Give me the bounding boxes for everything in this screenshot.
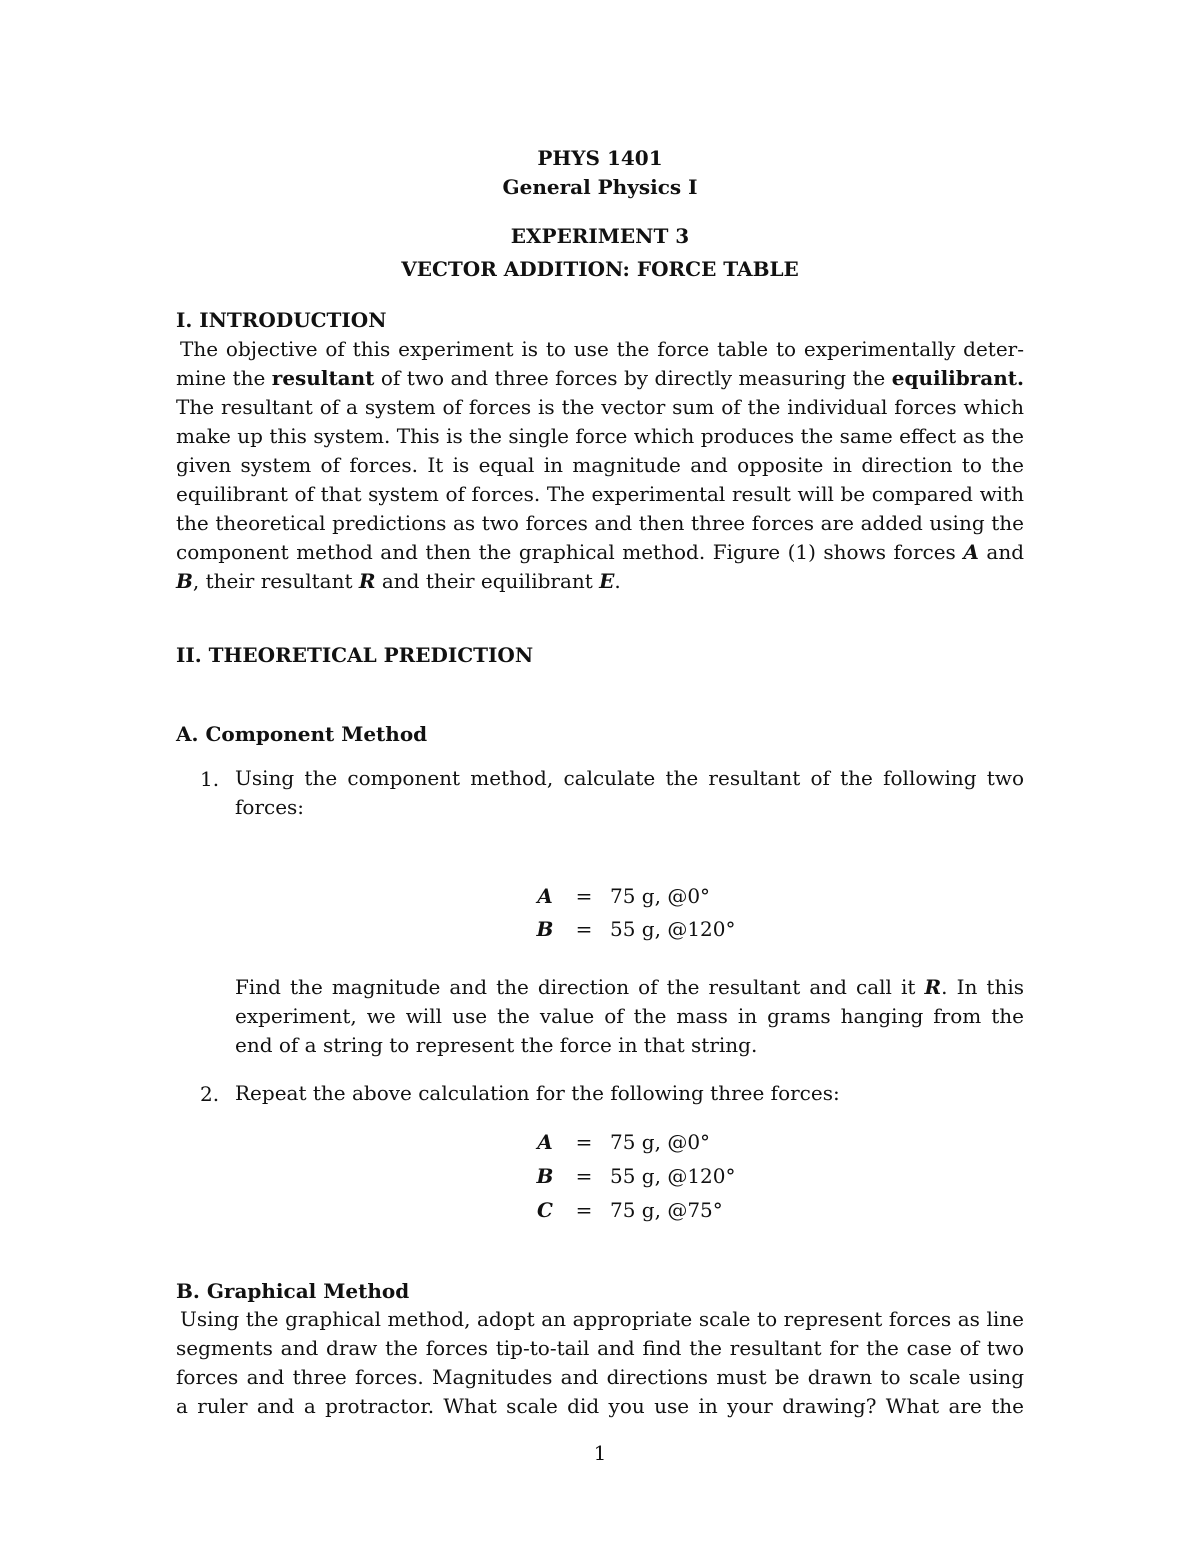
- force-value: 75 g, @0°: [610, 1130, 711, 1154]
- force-symbol: A: [537, 884, 553, 908]
- experiment-number: EXPERIMENT 3: [510, 224, 690, 248]
- list-line: Using the component method, calculate the resultant of the following two: [235, 766, 1024, 790]
- list-item-2: [235, 1079, 1024, 1108]
- term-resultant: resultant: [271, 366, 375, 390]
- theoretical-heading: II. THEORETICAL PREDICTION: [176, 643, 534, 667]
- introduction-heading: I. INTRODUCTION: [176, 308, 387, 332]
- force-symbol: A: [537, 1130, 553, 1154]
- equals-sign: =: [575, 884, 593, 908]
- intro-line: equilibrant of that system of forces. The experimental result will be compared with: [176, 482, 1024, 506]
- page-number: 1: [593, 1441, 607, 1465]
- list-item-1: [235, 764, 1024, 822]
- force-symbol: C: [537, 1198, 553, 1222]
- list-item-1-explanation: [235, 973, 1024, 1060]
- component-method-heading: A. Component Method: [176, 722, 428, 746]
- equals-sign: =: [575, 1198, 593, 1222]
- intro-line: B, their resultant R and their equilibrant E.: [176, 569, 621, 593]
- list-number: 1.: [200, 767, 220, 791]
- list-line: end of a string to represent the force in that string.: [235, 1033, 758, 1057]
- intro-line: component method and then the graphical method. Figure (1) shows forces A and: [176, 540, 1025, 564]
- graphical-line: a ruler and a protractor. What scale did you use in your drawing? What are the: [176, 1394, 1024, 1418]
- intro-line: The objective of this experiment is to use the force table to experimentally deter-: [180, 337, 1024, 361]
- force-value: 75 g, @75°: [610, 1198, 723, 1222]
- graphical-paragraph: [176, 1305, 1024, 1421]
- list-line: Find the magnitude and the direction of the resultant and call it R. In this: [235, 975, 1025, 999]
- course-name: General Physics I: [502, 175, 698, 199]
- course-code: PHYS 1401: [537, 146, 663, 170]
- intro-line: mine the resultant of two and three forces by directly measuring the equilibrant.: [176, 366, 1025, 390]
- list-line: Repeat the above calculation for the following three forces:: [235, 1081, 840, 1105]
- term-equilibrant: equilibrant: [891, 366, 1018, 390]
- force-symbol: B: [536, 1164, 554, 1188]
- graphical-line: segments and draw the forces tip-to-tail and find the resultant for the case of two: [176, 1336, 1024, 1360]
- force-symbol: B: [536, 917, 554, 941]
- equals-sign: =: [575, 917, 593, 941]
- list-number: 2.: [200, 1082, 220, 1106]
- force-value: 75 g, @0°: [610, 884, 711, 908]
- intro-line: the theoretical predictions as two forces and then three forces are added using the: [176, 511, 1024, 535]
- force-value: 55 g, @120°: [610, 917, 736, 941]
- list-line: experiment, we will use the value of the mass in grams hanging from the: [235, 1004, 1024, 1028]
- intro-line: given system of forces. It is equal in magnitude and opposite in direction to the: [176, 453, 1024, 477]
- introduction-paragraph: [176, 335, 1024, 596]
- experiment-title: VECTOR ADDITION: FORCE TABLE: [401, 257, 799, 281]
- equals-sign: =: [575, 1164, 593, 1188]
- equals-sign: =: [575, 1130, 593, 1154]
- list-line: forces:: [235, 795, 305, 819]
- force-value: 55 g, @120°: [610, 1164, 736, 1188]
- intro-line: The resultant of a system of forces is the vector sum of the individual forces which: [176, 395, 1024, 419]
- graphical-method-heading: B. Graphical Method: [176, 1279, 410, 1303]
- graphical-line: forces and three forces. Magnitudes and directions must be drawn to scale using: [176, 1365, 1024, 1389]
- intro-line: make up this system. This is the single force which produces the same effect as the: [176, 424, 1024, 448]
- graphical-line: Using the graphical method, adopt an appropriate scale to represent forces as line: [180, 1307, 1024, 1331]
